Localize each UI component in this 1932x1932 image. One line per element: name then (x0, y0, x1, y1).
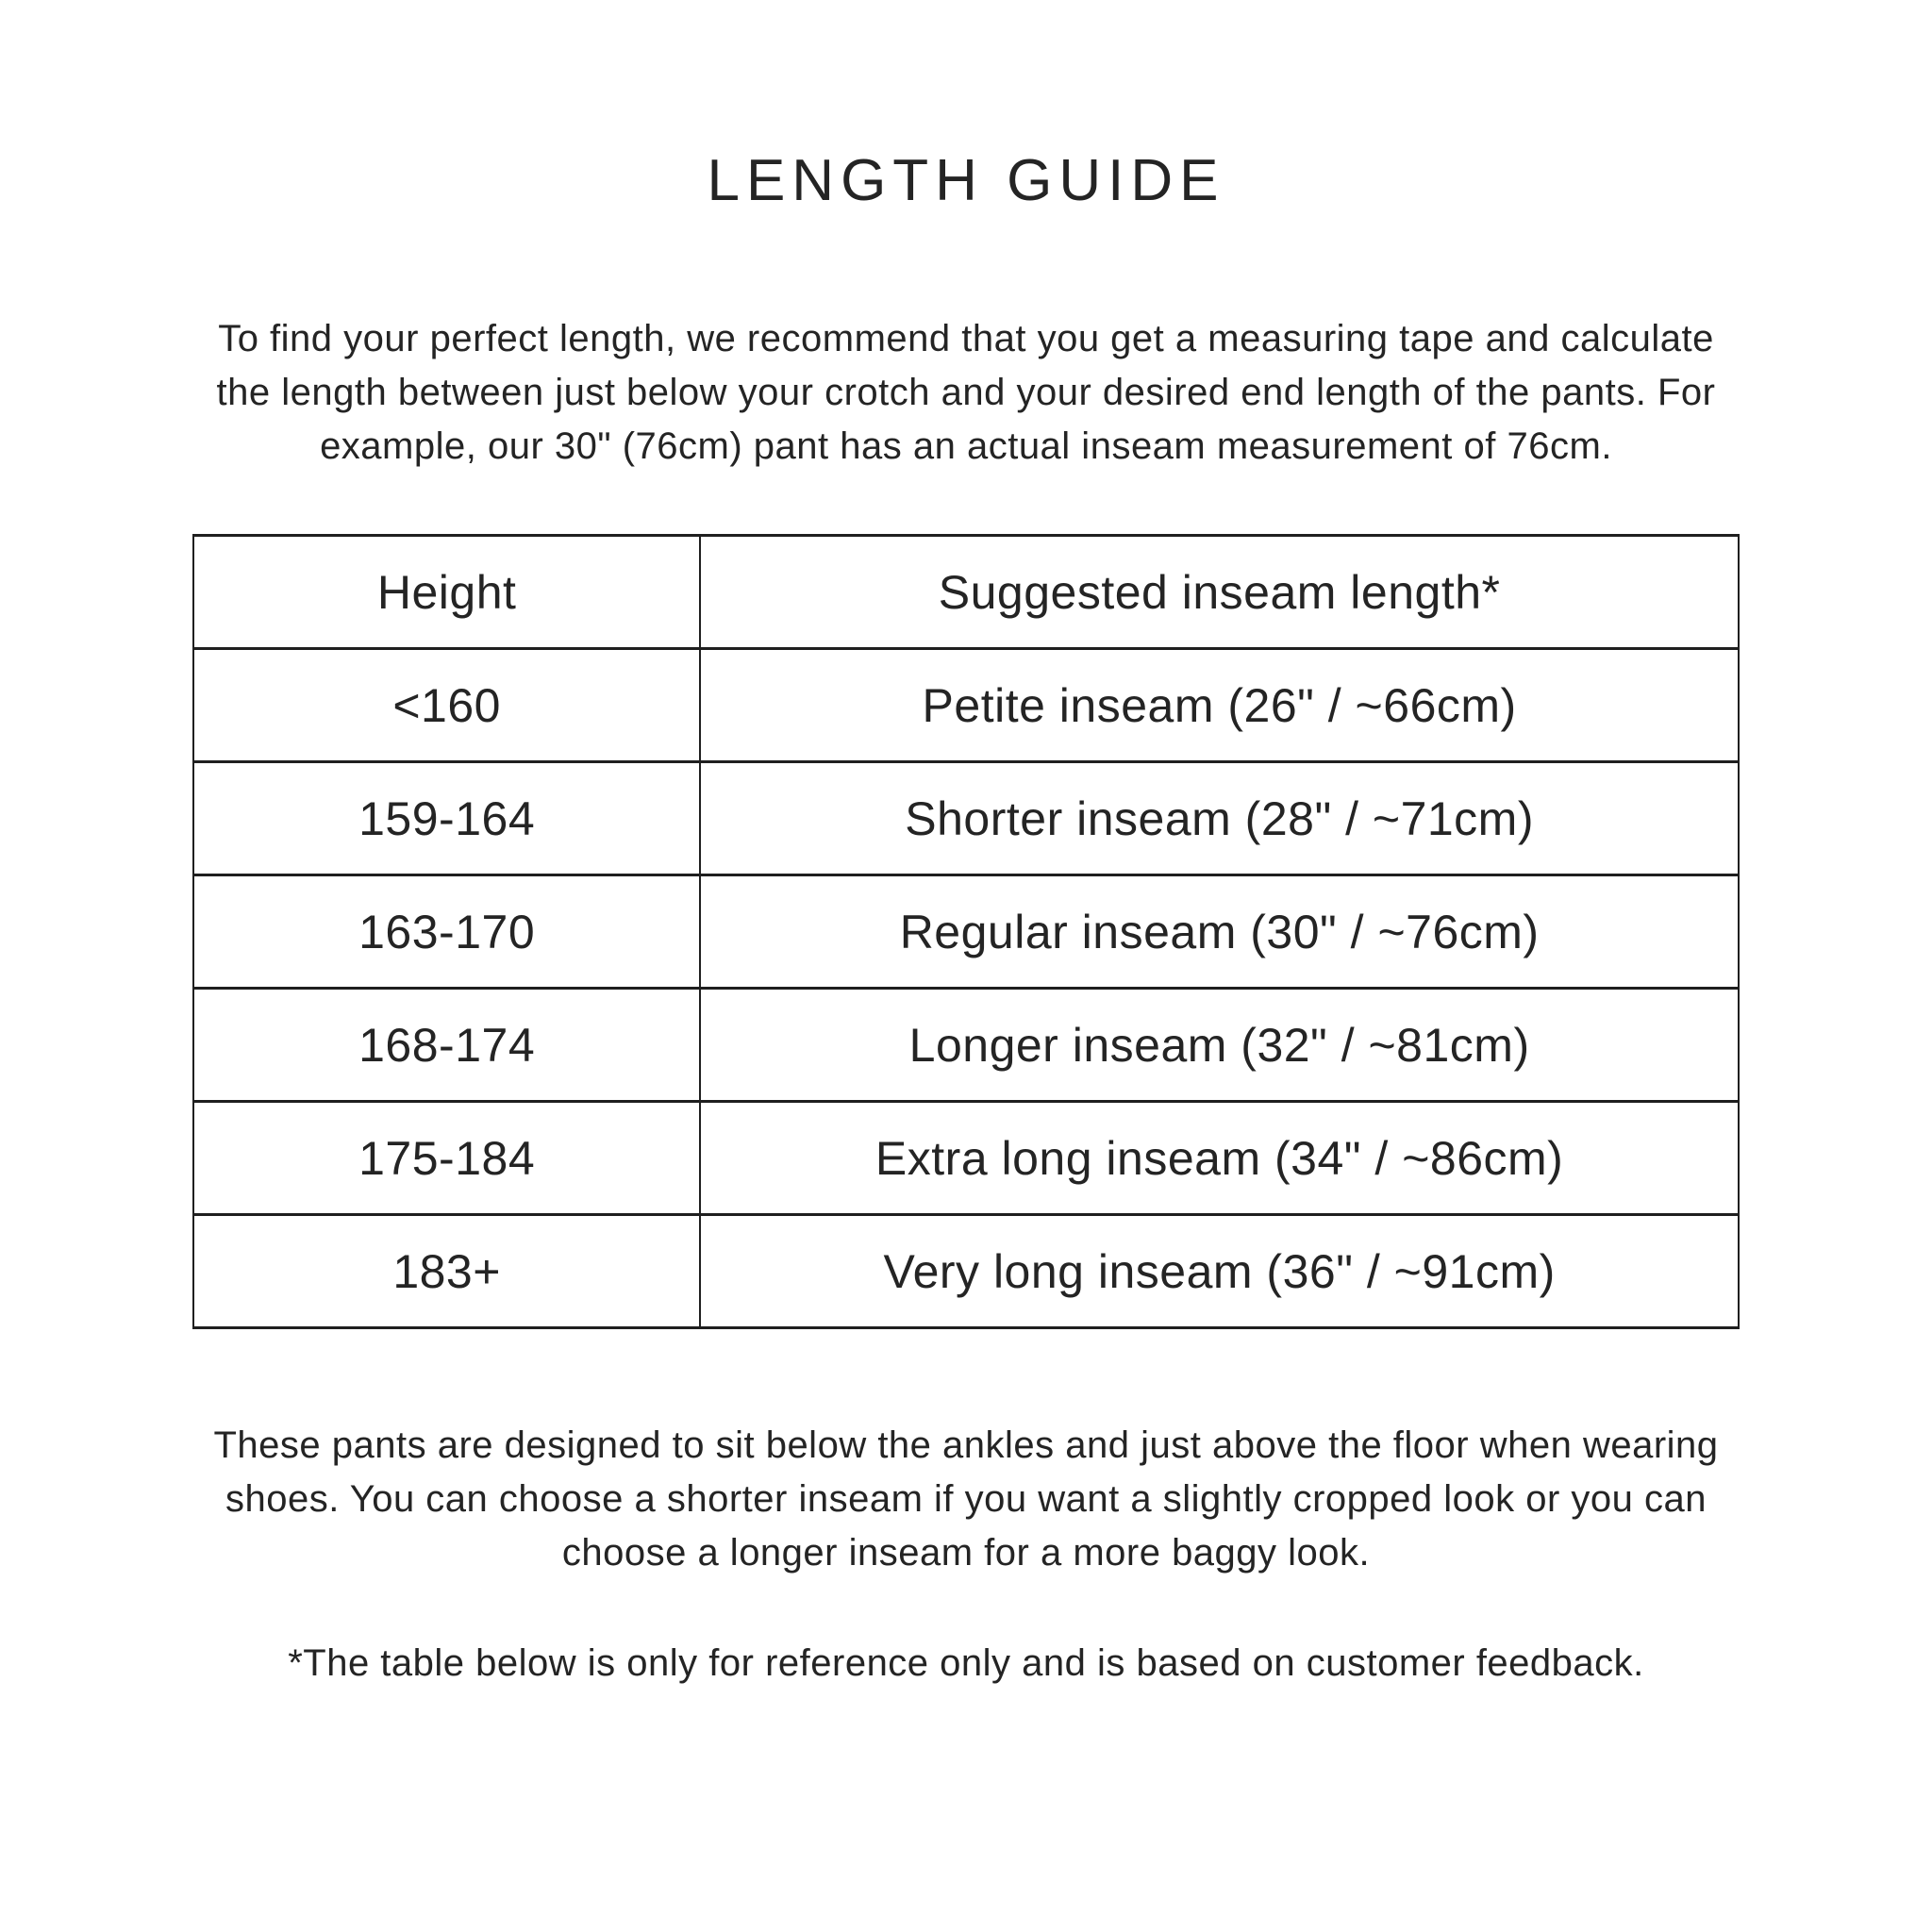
fit-note-paragraph: These pants are designed to sit below the ankles and just above the floor when wearing shoes. You can choose a shorter inseam if you want a slightly cropped look or you can choose a longer inseam for a more baggy look. (213, 1424, 1719, 1574)
page-title: LENGTH GUIDE (707, 148, 1225, 213)
inseam-cell: Shorter inseam (28" / ~71cm) (700, 762, 1739, 875)
table-row (193, 762, 1739, 875)
height-cell: <160 (193, 649, 700, 762)
height-cell: 175-184 (193, 1102, 700, 1215)
reference-footnote: *The table below is only for reference only and is based on customer feedback. (288, 1642, 1644, 1685)
intro-paragraph: To find your perfect length, we recommend that you get a measuring tape and calculate the length between just below your crotch and your desired end length of the pants. For example, our 30" (76cm) pant has an actual inseam measurement of 76cm. (216, 318, 1716, 468)
height-cell: 168-174 (193, 989, 700, 1102)
height-cell: 163-170 (193, 875, 700, 989)
height-cell: 159-164 (193, 762, 700, 875)
length-guide-page (192, 0, 1740, 1690)
table-row (193, 1215, 1739, 1328)
table-header-row (193, 536, 1739, 649)
length-guide-table (192, 534, 1740, 1329)
table-row (193, 989, 1739, 1102)
inseam-cell: Very long inseam (36" / ~91cm) (700, 1215, 1739, 1328)
column-header-height: Height (193, 536, 700, 649)
height-cell: 183+ (193, 1215, 700, 1328)
inseam-cell: Regular inseam (30" / ~76cm) (700, 875, 1739, 989)
table-row (193, 875, 1739, 989)
inseam-cell: Petite inseam (26" / ~66cm) (700, 649, 1739, 762)
inseam-cell: Longer inseam (32" / ~81cm) (700, 989, 1739, 1102)
inseam-cell: Extra long inseam (34" / ~86cm) (700, 1102, 1739, 1215)
column-header-inseam: Suggested inseam length* (700, 536, 1739, 649)
table-row (193, 649, 1739, 762)
table-row (193, 1102, 1739, 1215)
